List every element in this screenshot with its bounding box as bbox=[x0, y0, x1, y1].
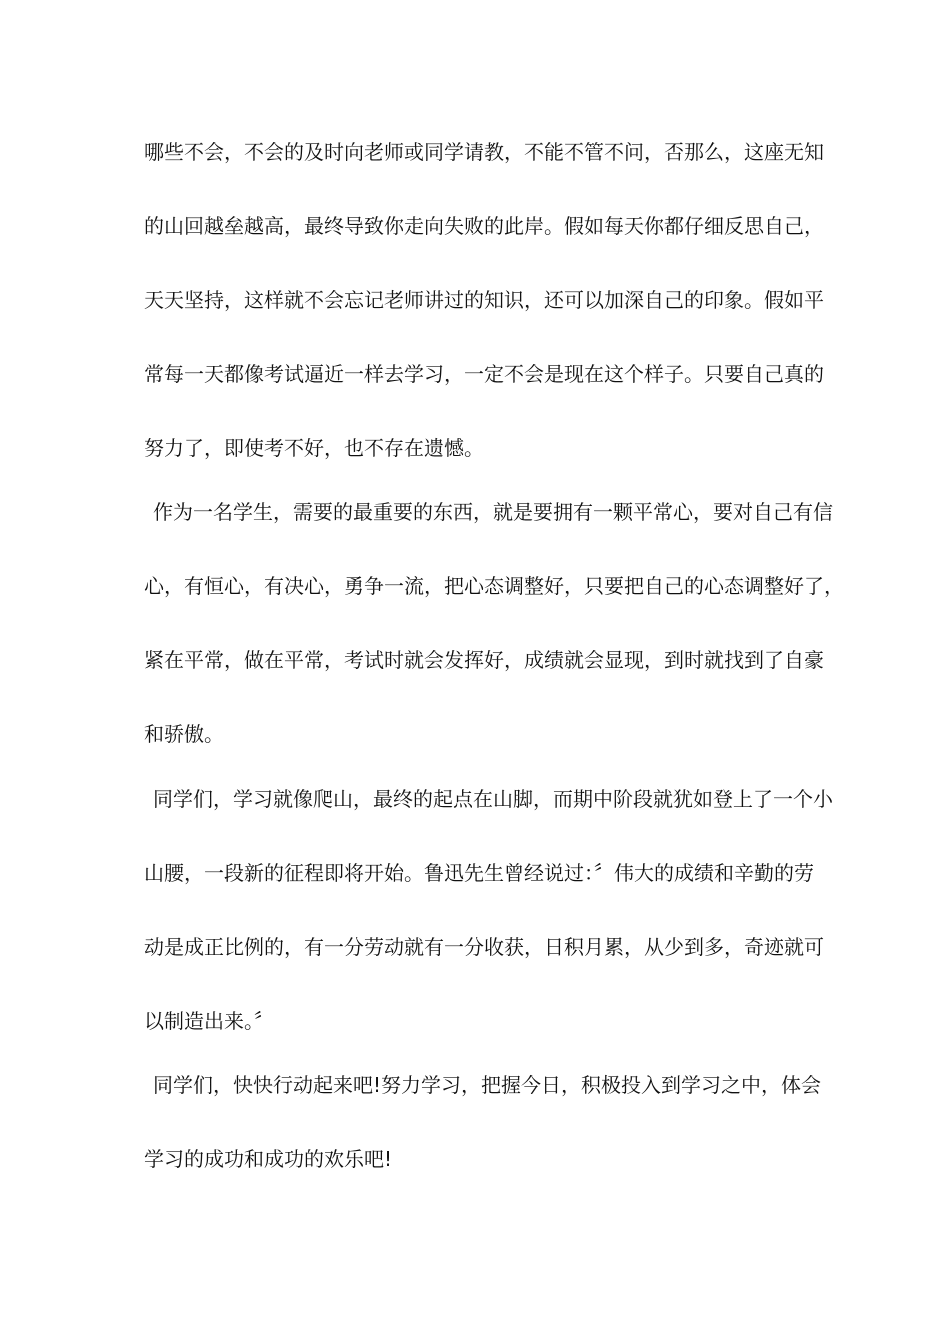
text-line: 哪些不会，不会的及时向老师或同学请教，不能不管不问，否那么，这座无知 bbox=[144, 140, 824, 164]
paragraph-3 bbox=[144, 785, 833, 1081]
paragraph-4 bbox=[144, 1071, 824, 1219]
text-line: 以制造出来。〞 bbox=[144, 1009, 274, 1033]
text-line: 天天坚持，这样就不会忘记老师讲过的知识，还可以加深自己的印象。假如平 bbox=[144, 288, 824, 312]
text-line: 努力了，即使考不好，也不存在遗憾。 bbox=[144, 436, 484, 460]
text-line: 同学们，快快行动起来吧!努力学习，把握今日，积极投入到学习之中，体会 bbox=[153, 1073, 822, 1097]
text-line: 动是成正比例的，有一分劳动就有一分收获，日积月累，从少到多，奇迹就可 bbox=[144, 935, 824, 959]
text-line: 紧在平常，做在平常，考试时就会发挥好，成绩就会显现，到时就找到了自豪 bbox=[144, 648, 824, 672]
text-line: 山腰，一段新的征程即将开始。鲁迅先生曾经说过：〞伟大的成绩和辛勤的劳 bbox=[144, 861, 814, 885]
text-line: 作为一名学生，需要的最重要的东西，就是要拥有一颗平常心，要对自己有信 bbox=[153, 500, 833, 524]
text-line: 心，有恒心，有决心，勇争一流，把心态调整好，只要把自己的心态调整好了， bbox=[144, 574, 844, 598]
text-line: 常每一天都像考试逼近一样去学习，一定不会是现在这个样子。只要自己真的 bbox=[144, 362, 824, 386]
text-line: 的山回越垒越高，最终导致你走向失败的此岸。假如每天你都仔细反思自己， bbox=[144, 214, 824, 238]
text-line: 同学们，学习就像爬山，最终的起点在山脚，而期中阶段就犹如登上了一个小 bbox=[153, 787, 833, 811]
text-line: 学习的成功和成功的欢乐吧! bbox=[144, 1147, 393, 1171]
paragraph-1 bbox=[144, 138, 824, 508]
text-line: 和骄傲。 bbox=[144, 722, 224, 746]
paragraph-2 bbox=[144, 498, 844, 794]
